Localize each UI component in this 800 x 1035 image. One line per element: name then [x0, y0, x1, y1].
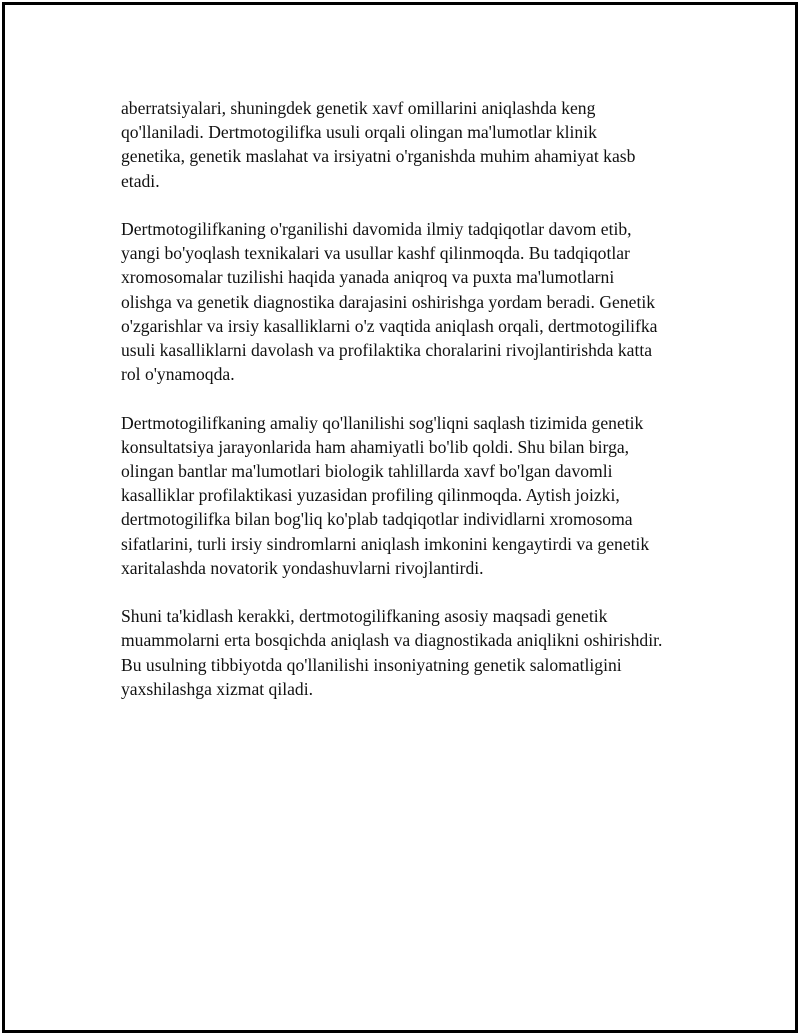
document-body	[121, 96, 701, 725]
text-line: muammolarni erta bosqichda aniqlash va diagnostikada aniqlikni oshirishdir.	[121, 630, 663, 651]
text-line: usuli kasalliklarni davolash va profilaktika choralarini rivojlantirishda katta	[121, 340, 653, 361]
text-line: kasalliklar profilaktikasi yuzasidan profiling qilinmoqda. Aytish joizki,	[121, 485, 620, 506]
text-line: rol o'ynamoqda.	[121, 364, 235, 385]
paragraph-2	[121, 217, 701, 386]
text-line: xromosomalar tuzilishi haqida yanada aniqroq va puxta ma'lumotlarni	[121, 267, 615, 288]
text-line: sifatlarini, turli irsiy sindromlarni aniqlash imkonini kengaytirdi va genetik	[121, 533, 650, 554]
text-line: olishga va genetik diagnostika darajasini oshirishga yordam beradi. Genetik	[121, 291, 656, 312]
paragraph-4	[121, 604, 701, 701]
text-line: konsultatsiya jarayonlarida ham ahamiyatli bo'lib qoldi. Shu bilan birga,	[121, 436, 630, 457]
text-line: Dertmotogilifkaning amaliy qo'llanilishi sog'liqni saqlash tizimida genetik	[121, 412, 644, 433]
text-line: aberratsiyalari, shuningdek genetik xavf omillarini aniqlashda keng	[121, 98, 596, 118]
text-line: Bu usulning tibbiyotda qo'llanilishi insoniyatning genetik salomatligini	[121, 654, 622, 675]
text-line: dertmotogilifka bilan bog'liq ko'plab tadqiqotlar individlarni xromosoma	[121, 509, 633, 530]
text-line: etadi.	[121, 170, 160, 191]
text-line: Shuni ta'kidlash kerakki, dertmotogilifkaning asosiy maqsadi genetik	[121, 606, 608, 627]
paragraph-1	[121, 96, 701, 193]
text-line: olingan bantlar ma'lumotlari biologik tahlillarda xavf bo'lgan davomli	[121, 461, 613, 482]
text-line: qo'llaniladi. Dertmotogilifka usuli orqali olingan ma'lumotlar klinik	[121, 122, 597, 143]
text-line: genetika, genetik maslahat va irsiyatni o'rganishda muhim ahamiyat kasb	[121, 146, 636, 167]
text-line: Dertmotogilifkaning o'rganilishi davomida ilmiy tadqiqotlar davom etib,	[121, 219, 632, 239]
text-line: o'zgarishlar va irsiy kasalliklarni o'z vaqtida aniqlash orqali, dertmotogilifka	[121, 315, 658, 336]
text-line: yaxshilashga xizmat qiladi.	[121, 678, 314, 699]
page-border	[2, 2, 798, 1033]
text-line: yangi bo'yoqlash texnikalari va usullar kashf qilinmoqda. Bu tadqiqotlar	[121, 243, 630, 264]
paragraph-3	[121, 411, 701, 580]
text-line: xaritalashda novatorik yondashuvlarni rivojlantirdi.	[121, 557, 484, 578]
